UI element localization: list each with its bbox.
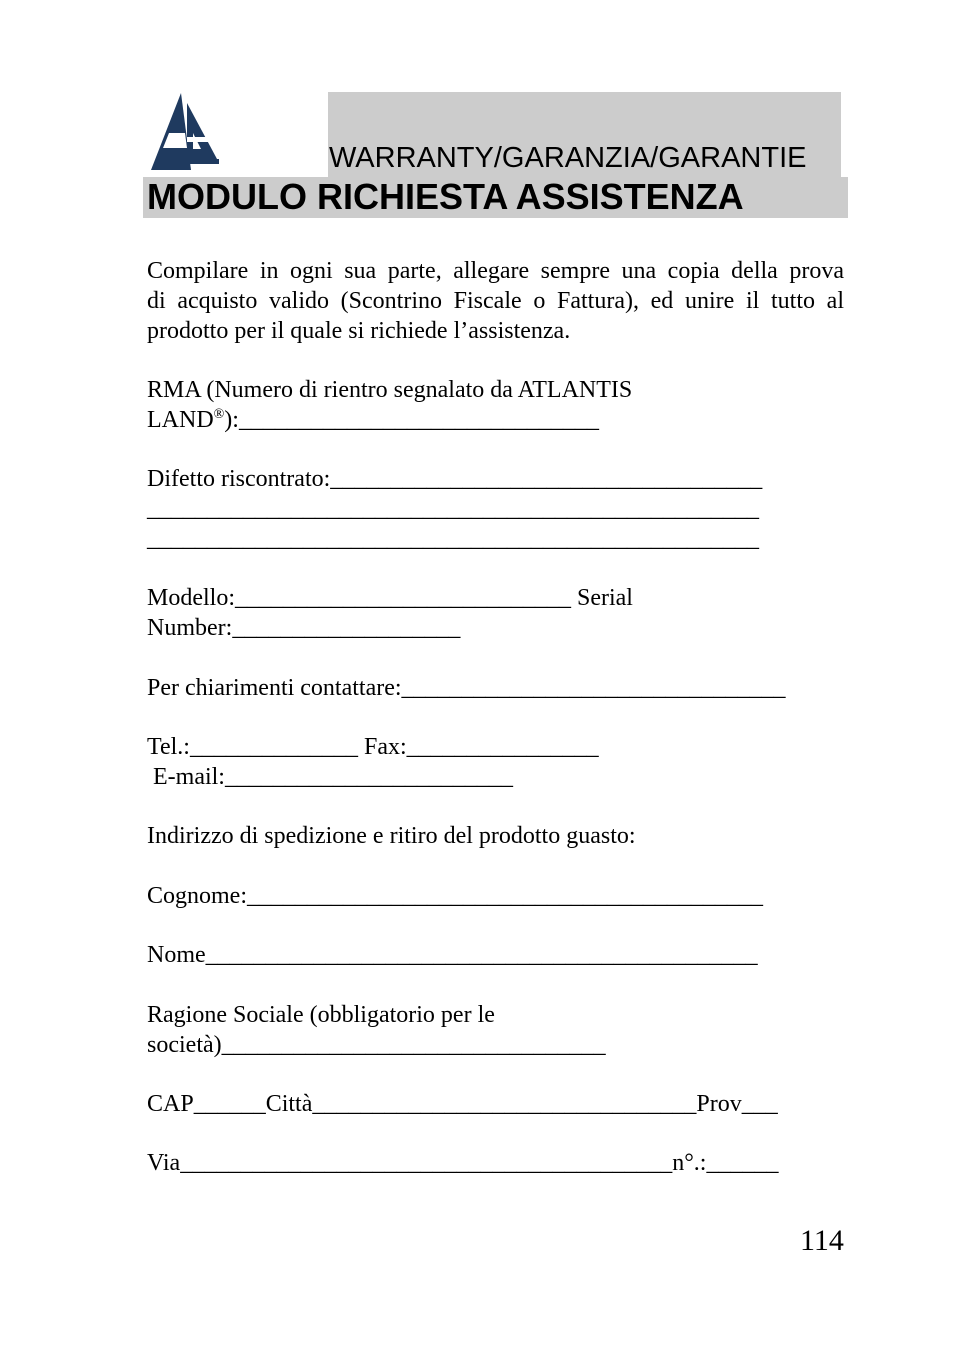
contatto-field[interactable]: Per chiarimenti contattare:________________________________ — [147, 675, 786, 701]
rma-land-text: LAND — [147, 407, 214, 433]
page-number: 114 — [800, 1224, 844, 1257]
cap-citta-prov-field[interactable]: CAP______Città________________________________Prov___ — [147, 1091, 778, 1117]
registered-mark: ® — [213, 407, 225, 422]
rma-label: RMA (Numero di rientro segnalato da ATLANTIS — [147, 377, 633, 403]
rma-blank: ):______________________________ — [224, 407, 599, 433]
rma-field[interactable] — [147, 405, 599, 435]
difetto-field[interactable]: Difetto riscontrato:____________________________________ — [147, 466, 763, 492]
tel-fax-field[interactable]: Tel.:______________ Fax:________________ — [147, 734, 599, 760]
page-title: MODULO RICHIESTA ASSISTENZA — [147, 176, 744, 217]
intro-paragraph — [147, 256, 844, 346]
nome-field[interactable]: Nome______________________________________________ — [147, 942, 758, 968]
cognome-field[interactable]: Cognome:___________________________________________ — [147, 883, 763, 909]
section-heading: WARRANTY/GARANZIA/GARANTIE — [329, 142, 807, 174]
intro-line-1: Compilare in ogni sua parte, allegare sempre una copia della prova — [147, 258, 844, 284]
intro-line-3: prodotto per il quale si richiede l’assistenza. — [147, 318, 571, 344]
difetto-blank-line-1[interactable]: ___________________________________________________ — [147, 496, 759, 522]
intro-line-2: di acquisto valido (Scontrino Fiscale o Fattura), ed unire il tutto al — [147, 288, 844, 314]
ragione-sociale-field[interactable]: società)________________________________ — [147, 1032, 606, 1058]
serial-number-field[interactable]: Number:___________________ — [147, 615, 461, 641]
atlantis-land-logo — [147, 93, 219, 171]
via-numero-field[interactable]: Via_________________________________________n°.:______ — [147, 1150, 779, 1176]
modello-field[interactable]: Modello:____________________________ Serial — [147, 585, 633, 611]
ragione-sociale-label: Ragione Sociale (obbligatorio per le — [147, 1002, 495, 1028]
difetto-blank-line-2[interactable]: ___________________________________________________ — [147, 526, 759, 552]
indirizzo-label: Indirizzo di spedizione e ritiro del prodotto guasto: — [147, 823, 636, 849]
email-field[interactable]: E-mail:________________________ — [147, 764, 513, 790]
